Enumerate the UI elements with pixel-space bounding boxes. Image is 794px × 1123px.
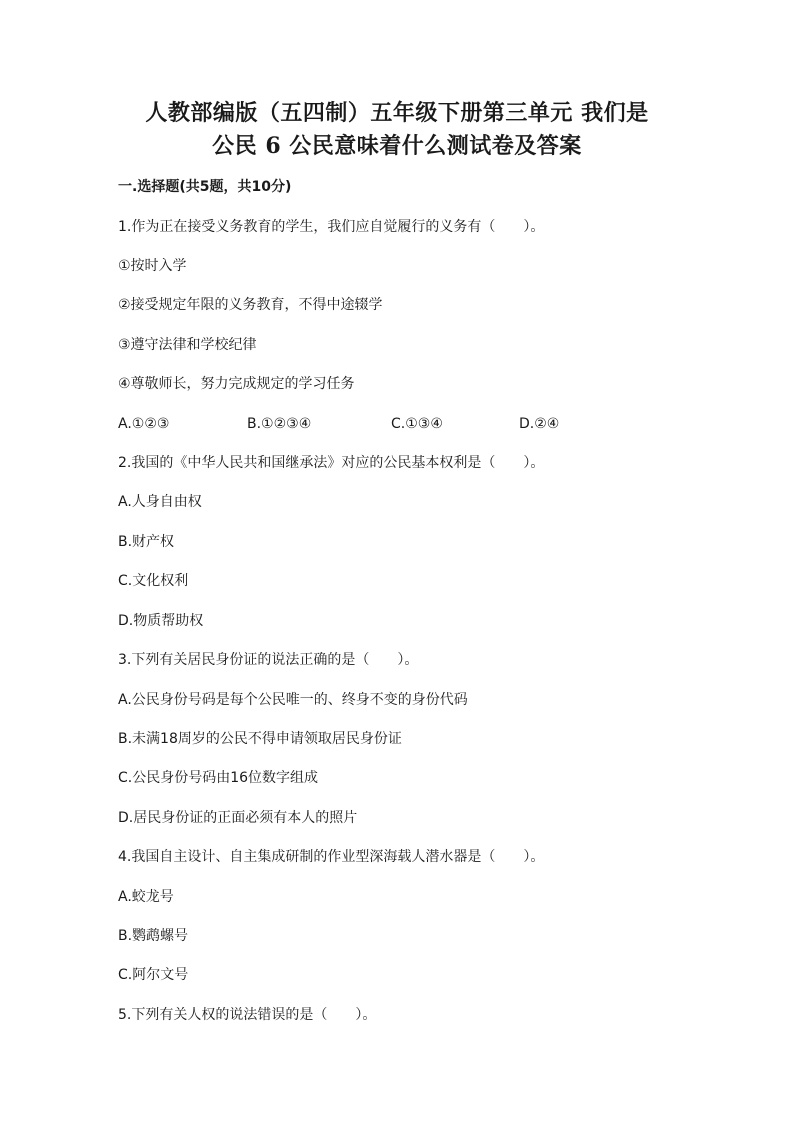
question-1-option-a: A.①②③ — [118, 416, 170, 432]
question-2-option-b: B.财产权 — [118, 534, 175, 550]
page-title-line-2: 公民 6 公民意味着什么测试卷及答案 — [212, 133, 582, 159]
question-2-option-a: A.人身自由权 — [118, 494, 202, 510]
question-3-option-c: C.公民身份号码由16位数字组成 — [118, 770, 319, 786]
page-title-line-1: 人教部编版（五四制）五年级下册第三单元 我们是 — [145, 100, 649, 126]
question-1-item-2: ②接受规定年限的义务教育，不得中途辍学 — [118, 297, 383, 313]
question-4-stem: 4.我国自主设计、自主集成研制的作业型深海载人潜水器是（ ）。 — [118, 849, 545, 865]
question-1-option-d: D.②④ — [519, 416, 560, 432]
question-4-option-a: A.蛟龙号 — [118, 889, 174, 905]
question-3-option-a: A.公民身份号码是每个公民唯一的、终身不变的身份代码 — [118, 692, 468, 708]
question-2-option-d: D.物质帮助权 — [118, 613, 204, 629]
question-1-stem: 1.作为正在接受义务教育的学生，我们应自觉履行的义务有（ ）。 — [118, 219, 545, 235]
question-5-stem: 5.下列有关人权的说法错误的是（ ）。 — [118, 1007, 377, 1023]
question-1-item-3: ③遵守法律和学校纪律 — [118, 337, 257, 353]
question-3-option-b: B.未满18周岁的公民不得申请领取居民身份证 — [118, 731, 402, 747]
question-3-option-d: D.居民身份证的正面必须有本人的照片 — [118, 810, 358, 826]
question-1-option-b: B.①②③④ — [247, 416, 312, 432]
question-2-option-c: C.文化权利 — [118, 573, 189, 589]
question-4-option-c: C.阿尔文号 — [118, 967, 189, 983]
question-1-item-1: ①按时入学 — [118, 258, 187, 274]
section-heading: 一.选择题(共5题，共10分) — [118, 179, 292, 195]
question-1-item-4: ④尊敬师长，努力完成规定的学习任务 — [118, 376, 355, 392]
question-2-stem: 2.我国的《中华人民共和国继承法》对应的公民基本权利是（ ）。 — [118, 455, 545, 471]
question-3-stem: 3.下列有关居民身份证的说法正确的是（ ）。 — [118, 652, 419, 668]
question-1-option-c: C.①③④ — [391, 416, 443, 432]
question-4-option-b: B.鹦鹉螺号 — [118, 928, 189, 944]
